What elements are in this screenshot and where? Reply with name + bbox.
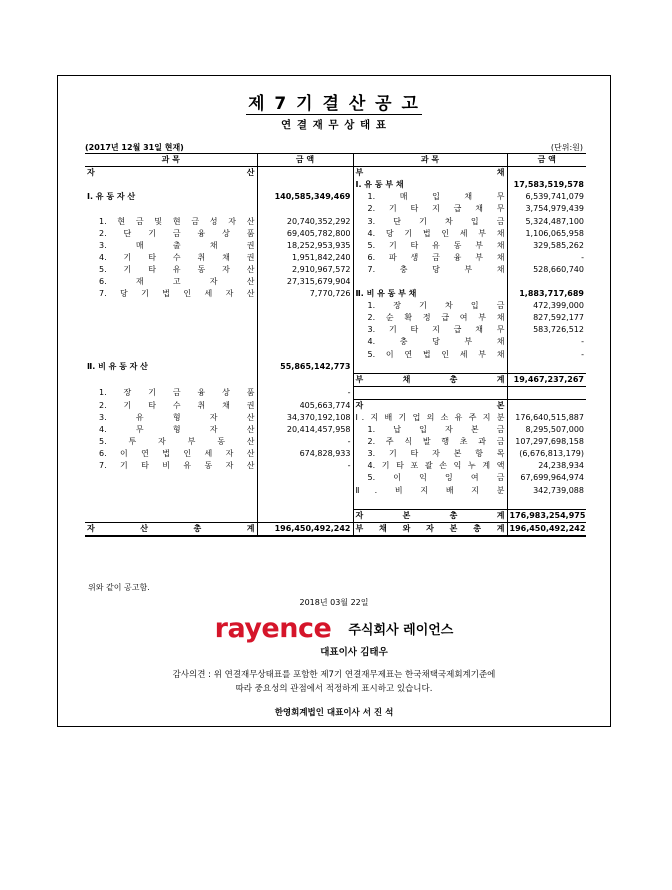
asset-item-amount (257, 300, 353, 312)
asset-item-amount: - (257, 460, 353, 472)
asset-item-amount (257, 472, 353, 484)
asset-item-label: 1. 현 금 및 현 금 성 자 산 (99, 216, 255, 226)
liability-item-amount: 528,660,740 (507, 264, 586, 276)
balance-sheet-table (85, 153, 586, 537)
table-row (85, 300, 586, 312)
table-row (85, 448, 586, 460)
asset-item-label (85, 300, 257, 312)
liability-item-amount: 5,324,487,100 (507, 215, 586, 227)
liability-item-label: 부 채 (353, 167, 507, 180)
liability-item-label: 자 본 총 계 (353, 509, 507, 522)
table-row (85, 386, 586, 399)
total-assets-amount: 196,450,492,242 (257, 522, 353, 536)
liability-item-amount: 1,883,717,689 (507, 288, 586, 300)
statement-subtitle: 연 결 재 무 상 태 표 (281, 119, 387, 131)
asset-item-amount (257, 324, 353, 336)
audit-opinion-line: 따라 중요성의 관점에서 적정하게 표시하고 있습니다. (235, 684, 433, 694)
asset-item-label: 자 산 (87, 168, 255, 178)
asset-item-label: 6. 재 고 자 산 (99, 276, 255, 286)
asset-item-amount: 20,414,457,958 (257, 424, 353, 436)
asset-item-amount: 405,663,774 (257, 399, 353, 412)
asset-item-amount (257, 167, 353, 180)
table-row (85, 472, 586, 484)
liability-item-label: 4. 충 당 부 채 (353, 336, 507, 348)
table-row (85, 288, 586, 300)
asset-item-label: 1. 장 기 금 융 상 품 (99, 387, 255, 397)
liability-item-label: 2. 주 식 발 행 초 과 금 (353, 436, 507, 448)
liability-item-amount: 17,583,519,578 (507, 179, 586, 191)
liability-item-amount (507, 497, 586, 510)
liability-item-amount: 583,726,512 (507, 324, 586, 336)
liability-item-amount: 107,297,698,158 (507, 436, 586, 448)
table-row (85, 264, 586, 276)
liability-item-label: Ⅱ. 비 지 배 지 분 (353, 485, 507, 497)
audit-opinion-line: 감사의견 : 위 연결재무상태표를 포함한 제7기 연결재무제표는 한국채택국제회계기준에 (172, 670, 496, 680)
asset-item-label (85, 485, 257, 497)
asset-item-label: 7. 기 타 비 유 동 자 산 (99, 461, 255, 471)
asset-item-amount: 674,828,933 (257, 448, 353, 460)
header-amount-right: 금 액 (507, 154, 586, 167)
asset-item-label (85, 349, 257, 361)
liability-item-label: Ⅰ. 지 배 기 업 의 소 유 주 지 분 (353, 412, 507, 424)
asset-item-label (85, 179, 257, 191)
asset-item-amount (257, 497, 353, 510)
liability-item-label: 5. 이 연 법 인 세 부 채 (353, 349, 507, 361)
liability-item-label: 부 채 총 계 (353, 373, 507, 386)
liability-item-amount (507, 276, 586, 288)
asset-item-amount: 7,770,726 (257, 288, 353, 300)
asset-item-label (85, 312, 257, 324)
notice-date: 2018년 03월 22일 (299, 598, 369, 607)
table-row (85, 399, 586, 412)
liability-item-amount: 176,983,254,975 (507, 509, 586, 522)
liability-item-amount: 6,539,741,079 (507, 191, 586, 203)
table-row (85, 412, 586, 424)
asset-item-amount: 1,951,842,240 (257, 252, 353, 264)
table-row (85, 191, 586, 203)
liability-item-amount: - (507, 252, 586, 264)
table-row (85, 167, 586, 180)
asset-item-label: 2. 단 기 금 융 상 품 (99, 228, 255, 238)
liability-item-amount: 176,640,515,887 (507, 412, 586, 424)
liability-item-amount: 1,106,065,958 (507, 228, 586, 240)
asset-item-label (85, 472, 257, 484)
asset-item-amount: 140,585,349,469 (257, 191, 353, 203)
table-row (85, 373, 586, 386)
asset-item-amount: 69,405,782,800 (257, 228, 353, 240)
liability-item-label: 4. 기 타 포 괄 손 익 누 계 액 (353, 460, 507, 472)
liability-item-amount (507, 167, 586, 180)
asset-item-amount (257, 179, 353, 191)
table-header (85, 154, 586, 167)
asset-item-label: 3. 매 출 채 권 (99, 240, 255, 250)
liability-item-amount: 19,467,237,267 (507, 373, 586, 386)
asset-item-amount (257, 336, 353, 348)
liability-item-amount: 329,585,262 (507, 240, 586, 252)
asset-item-label: 4. 기 타 수 취 채 권 (99, 252, 255, 262)
asset-item-amount: 27,315,679,904 (257, 276, 353, 288)
table-row (85, 228, 586, 240)
asset-item-label (85, 324, 257, 336)
table-row (85, 203, 586, 215)
asset-item-amount: 20,740,352,292 (257, 215, 353, 227)
table-row (85, 436, 586, 448)
asset-item-amount: 18,252,953,935 (257, 240, 353, 252)
asset-item-amount (257, 203, 353, 215)
header-item-right: 과 목 (353, 154, 507, 167)
table-row (85, 497, 586, 510)
table-row (85, 509, 586, 522)
liability-item-label: 3. 기 타 지 급 채 무 (353, 324, 507, 336)
total-liabilities-equity-label: 부 채 와 자 본 총 계 (353, 522, 507, 536)
table-row (85, 312, 586, 324)
table-row (85, 424, 586, 436)
liability-item-amount: 472,399,000 (507, 300, 586, 312)
notice-title: 제 7 기 결 산 공 고 (248, 94, 420, 114)
asset-item-amount (257, 373, 353, 386)
asset-item-label (85, 203, 257, 215)
asset-item-label: Ⅱ. 비 유 동 자 산 (87, 361, 148, 371)
total-row (85, 522, 586, 536)
asset-item-label: 7. 당 기 법 인 세 자 산 (99, 289, 255, 299)
table-row (85, 349, 586, 361)
liability-item-label (353, 276, 507, 288)
asset-item-amount: 55,865,142,773 (257, 361, 353, 374)
header-amount-left: 금 액 (257, 154, 353, 167)
asset-item-amount: 2,910,967,572 (257, 264, 353, 276)
audit-opinion (58, 668, 610, 696)
liability-item-amount: 342,739,088 (507, 485, 586, 497)
liability-item-amount: 67,699,964,974 (507, 472, 586, 484)
table-row (85, 460, 586, 472)
asset-item-label: 5. 기 타 유 동 자 산 (99, 264, 255, 274)
liability-item-label: 1. 납 입 자 본 금 (353, 424, 507, 436)
company-name: 주식회사 레이언스 (348, 623, 454, 638)
header-item-left: 과 목 (85, 154, 257, 167)
table-row (85, 485, 586, 497)
asset-item-amount (257, 509, 353, 522)
liability-item-amount (507, 361, 586, 374)
rayence-logo: rayence (214, 613, 332, 644)
asset-item-label (85, 497, 257, 510)
liability-item-label (353, 361, 507, 374)
asset-item-label (85, 336, 257, 348)
liability-item-amount (507, 386, 586, 399)
liability-item-label: 2. 순 확 정 급 여 부 채 (353, 312, 507, 324)
liability-item-label: 1. 매 입 채 무 (353, 191, 507, 203)
auditor-signature: 한영회계법인 대표이사 서 진 석 (274, 708, 394, 718)
liability-item-label: 3. 기 타 자 본 항 목 (353, 448, 507, 460)
asset-item-label: 3. 유 형 자 산 (99, 413, 255, 423)
liability-item-label: Ⅰ. 유 동 부 채 (353, 179, 507, 191)
liability-item-amount: - (507, 336, 586, 348)
asset-item-amount (257, 485, 353, 497)
liability-item-label: Ⅱ. 비 유 동 부 채 (353, 288, 507, 300)
liability-item-amount: 3,754,979,439 (507, 203, 586, 215)
asset-item-label: 2. 기 타 수 취 채 권 (99, 400, 255, 410)
liability-item-amount (507, 399, 586, 412)
liability-item-label: 자 본 (353, 399, 507, 412)
asset-item-label (85, 373, 257, 386)
liability-item-amount: 827,592,177 (507, 312, 586, 324)
liability-item-label: 5. 기 타 유 동 부 채 (353, 240, 507, 252)
table-row (85, 252, 586, 264)
table-row (85, 336, 586, 348)
liability-item-label: 2. 기 타 지 급 채 무 (353, 203, 507, 215)
asset-item-amount: 34,370,192,108 (257, 412, 353, 424)
table-row (85, 324, 586, 336)
notice-frame (57, 75, 611, 727)
table-row (85, 361, 586, 374)
asset-item-amount (257, 312, 353, 324)
asset-item-label: 4. 무 형 자 산 (99, 425, 255, 435)
table-row (85, 276, 586, 288)
liability-item-label: 5. 이 익 잉 여 금 (353, 472, 507, 484)
asset-item-label: 6. 이 연 법 인 세 자 산 (99, 449, 255, 459)
company-signature (58, 613, 610, 644)
liability-item-label (353, 386, 507, 399)
table-row (85, 240, 586, 252)
liability-item-label: 3. 단 기 차 입 금 (353, 215, 507, 227)
as-of-date: (2017년 12월 31일 현재) (85, 143, 184, 152)
table-row (85, 215, 586, 227)
asset-item-label (85, 509, 257, 522)
liability-item-label: 7. 충 당 부 채 (353, 264, 507, 276)
asset-item-amount: - (257, 386, 353, 399)
total-assets-label: 자 산 총 계 (85, 522, 257, 536)
liability-item-label: 4. 당 기 법 인 세 부 채 (353, 228, 507, 240)
liability-item-label: 1. 장 기 차 입 금 (353, 300, 507, 312)
liability-item-label (353, 497, 507, 510)
liability-item-amount: - (507, 349, 586, 361)
ceo-name: 대표이사 김태우 (320, 647, 388, 658)
currency-unit: (단위:원) (550, 143, 583, 152)
liability-item-amount: 8,295,507,000 (507, 424, 586, 436)
liability-item-label: 6. 파 생 금 융 부 채 (353, 252, 507, 264)
liability-item-amount: 24,238,934 (507, 460, 586, 472)
closing-note: 위와 같이 공고함. (88, 583, 150, 592)
liability-item-amount: (6,676,813,179) (507, 448, 586, 460)
asset-item-amount: - (257, 436, 353, 448)
table-row (85, 179, 586, 191)
asset-item-label: 5. 투 자 부 동 산 (99, 437, 255, 447)
asset-item-label: Ⅰ. 유 동 자 산 (87, 192, 136, 202)
asset-item-amount (257, 349, 353, 361)
total-liabilities-equity-amount: 196,450,492,242 (507, 522, 586, 536)
